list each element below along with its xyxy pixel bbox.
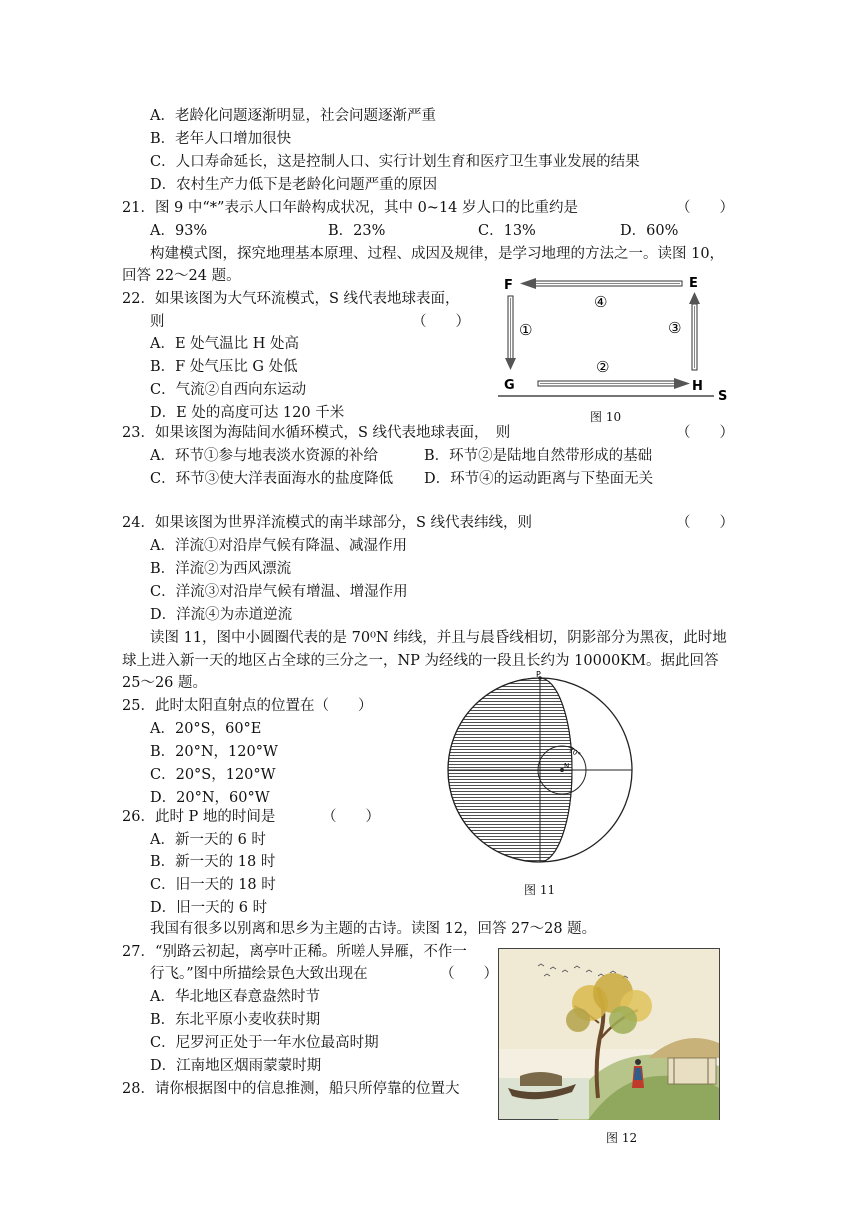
q23-stem: 23．如果该图为海陆间水循环模式，S 线代表地球表面， 则 [122, 425, 511, 441]
q22-stem-line2: 则 [150, 314, 165, 330]
q25-option-d: D．20°N，60°W [150, 790, 270, 806]
arrow-2 [538, 378, 690, 389]
q24-option-a: A．洋流①对沿岸气候有降温、减湿作用 [150, 538, 407, 554]
q23-option-d: D．环节④的运动距离与下垫面无关 [424, 471, 654, 487]
q24-option-b: B．洋流②为西风漂流 [150, 561, 292, 577]
q22-option-b: B．F 处气压比 G 处低 [150, 359, 298, 375]
label-70: 70° [567, 745, 582, 760]
intro-25-26-line1: 读图 11，图中小圆圈代表的是 70⁰N 纬线，并且与晨昏线相切，阴影部分为黑夜，此时地 [150, 630, 727, 646]
q28-stem: 28．请你根据图中的信息推测，船只所停靠的位置大 [122, 1081, 460, 1097]
label-n: N [564, 762, 570, 770]
q25-option-c: C．20°S，120°W [150, 767, 276, 783]
figure-11-caption: 图 11 [524, 883, 556, 897]
label-s: S [718, 389, 728, 404]
intro-25-26-line3: 25～26 题。 [122, 675, 208, 691]
q21-option-a: A．93% [150, 223, 208, 239]
figure-10-diagram [496, 270, 736, 406]
figure-12-caption: 图 12 [606, 1131, 638, 1145]
q22-option-d: D．E 处的高度可达 120 千米 [150, 405, 345, 421]
q23-option-c: C．环节③使大洋表面海水的盐度降低 [150, 471, 394, 487]
label-h: H [692, 379, 703, 394]
q20-option-c: C．人口寿命延长，这是控制人口、实行计划生育和医疗卫生事业发展的结果 [150, 154, 640, 170]
q27-option-b: B．东北平原小麦收获时期 [150, 1012, 321, 1028]
q22-option-c: C．气流②自西向东运动 [150, 382, 307, 398]
q22-stem-line1: 22．如果该图为大气环流模式，S 线代表地球表面， [122, 291, 460, 307]
q24-option-d: D．洋流④为赤道逆流 [150, 607, 293, 623]
q21-option-c: C．13% [478, 223, 536, 239]
q27-option-c: C．尼罗河正处于一年水位最高时期 [150, 1035, 379, 1051]
label-arrow-4: ④ [594, 293, 608, 311]
label-arrow-2: ② [596, 358, 610, 376]
q24-stem: 24．如果该图为世界洋流模式的南半球部分，S 线代表纬线，则 [122, 515, 532, 531]
q20-option-d: D．农村生产力低下是老龄化问题严重的原因 [150, 177, 438, 193]
label-f: F [504, 278, 513, 293]
q23-option-a: A．环节①参与地表淡水资源的补给 [150, 448, 378, 464]
q21-answer-blank: （ ） [676, 200, 734, 216]
q27-option-d: D．江南地区烟雨蒙蒙时期 [150, 1058, 322, 1074]
q26-option-a: A．新一天的 6 时 [150, 832, 266, 848]
arrow-1 [505, 296, 516, 370]
q26-answer-blank: （ ） [322, 809, 380, 825]
q26-option-c: C．旧一天的 18 时 [150, 877, 276, 893]
arrow-3 [689, 292, 700, 370]
label-arrow-1: ① [519, 321, 533, 339]
intro-25-26-line2: 球上进入新一天的地区占全球的三分之一，NP 为经线的一段且长约为 10000KM。据此回答 [122, 653, 719, 669]
q27-answer-blank: （ ） [440, 966, 498, 982]
label-g: G [504, 378, 515, 393]
intro-22-24-line2: 回答 22～24 题。 [122, 268, 241, 284]
q23-option-b: B．环节②是陆地自然带形成的基础 [424, 448, 653, 464]
figure-12-painting [498, 948, 720, 1120]
q25-option-b: B．20°N，120°W [150, 744, 278, 760]
label-p: P [536, 670, 541, 679]
q21-option-b: B．23% [328, 223, 386, 239]
label-arrow-3: ③ [668, 319, 682, 337]
q25-stem: 25．此时太阳直射点的位置在（ ） [122, 698, 373, 714]
q26-option-b: B．新一天的 18 时 [150, 854, 276, 870]
q21-option-d: D．60% [620, 223, 679, 239]
q26-option-d: D．旧一天的 6 时 [150, 900, 268, 916]
q20-option-a: A．老龄化问题逐渐明显，社会问题逐渐严重 [150, 108, 436, 124]
intro-27-28-line1: 我国有很多以别离和思乡为主题的古诗。读图 12，回答 27～28 题。 [150, 921, 597, 937]
q25-option-a: A．20°S，60°E [150, 721, 262, 737]
intro-22-24-line1: 构建模式图，探究地理基本原理、过程、成因及规律，是学习地理的方法之一。读图 10， [150, 246, 725, 262]
q22-answer-blank: （ ） [412, 314, 470, 330]
q27-option-a: A．华北地区春意盎然时节 [150, 989, 320, 1005]
figure-10-caption: 图 10 [590, 410, 622, 424]
q24-answer-blank: （ ） [676, 515, 734, 531]
q27-stem-line2: 行飞。”图中所描绘景色大致出现在 [150, 966, 368, 982]
q20-option-b: B．老年人口增加很快 [150, 131, 292, 147]
q24-option-c: C．洋流③对沿岸气候有增温、增湿作用 [150, 584, 408, 600]
q23-answer-blank: （ ） [676, 425, 734, 441]
q21-stem: 21．图 9 中“*”表示人口年龄构成状况，其中 0~14 岁人口的比重约是 [122, 200, 579, 216]
q26-stem: 26．此时 P 地的时间是 [122, 809, 276, 825]
label-e: E [689, 276, 698, 291]
figure-11-diagram [440, 670, 640, 870]
arrow-4 [520, 278, 682, 289]
q27-stem-line1: 27．“别路云初起，离亭叶正稀。所嗟人异雁，不作一 [122, 944, 467, 960]
q22-option-a: A．E 处气温比 H 处高 [150, 336, 300, 352]
